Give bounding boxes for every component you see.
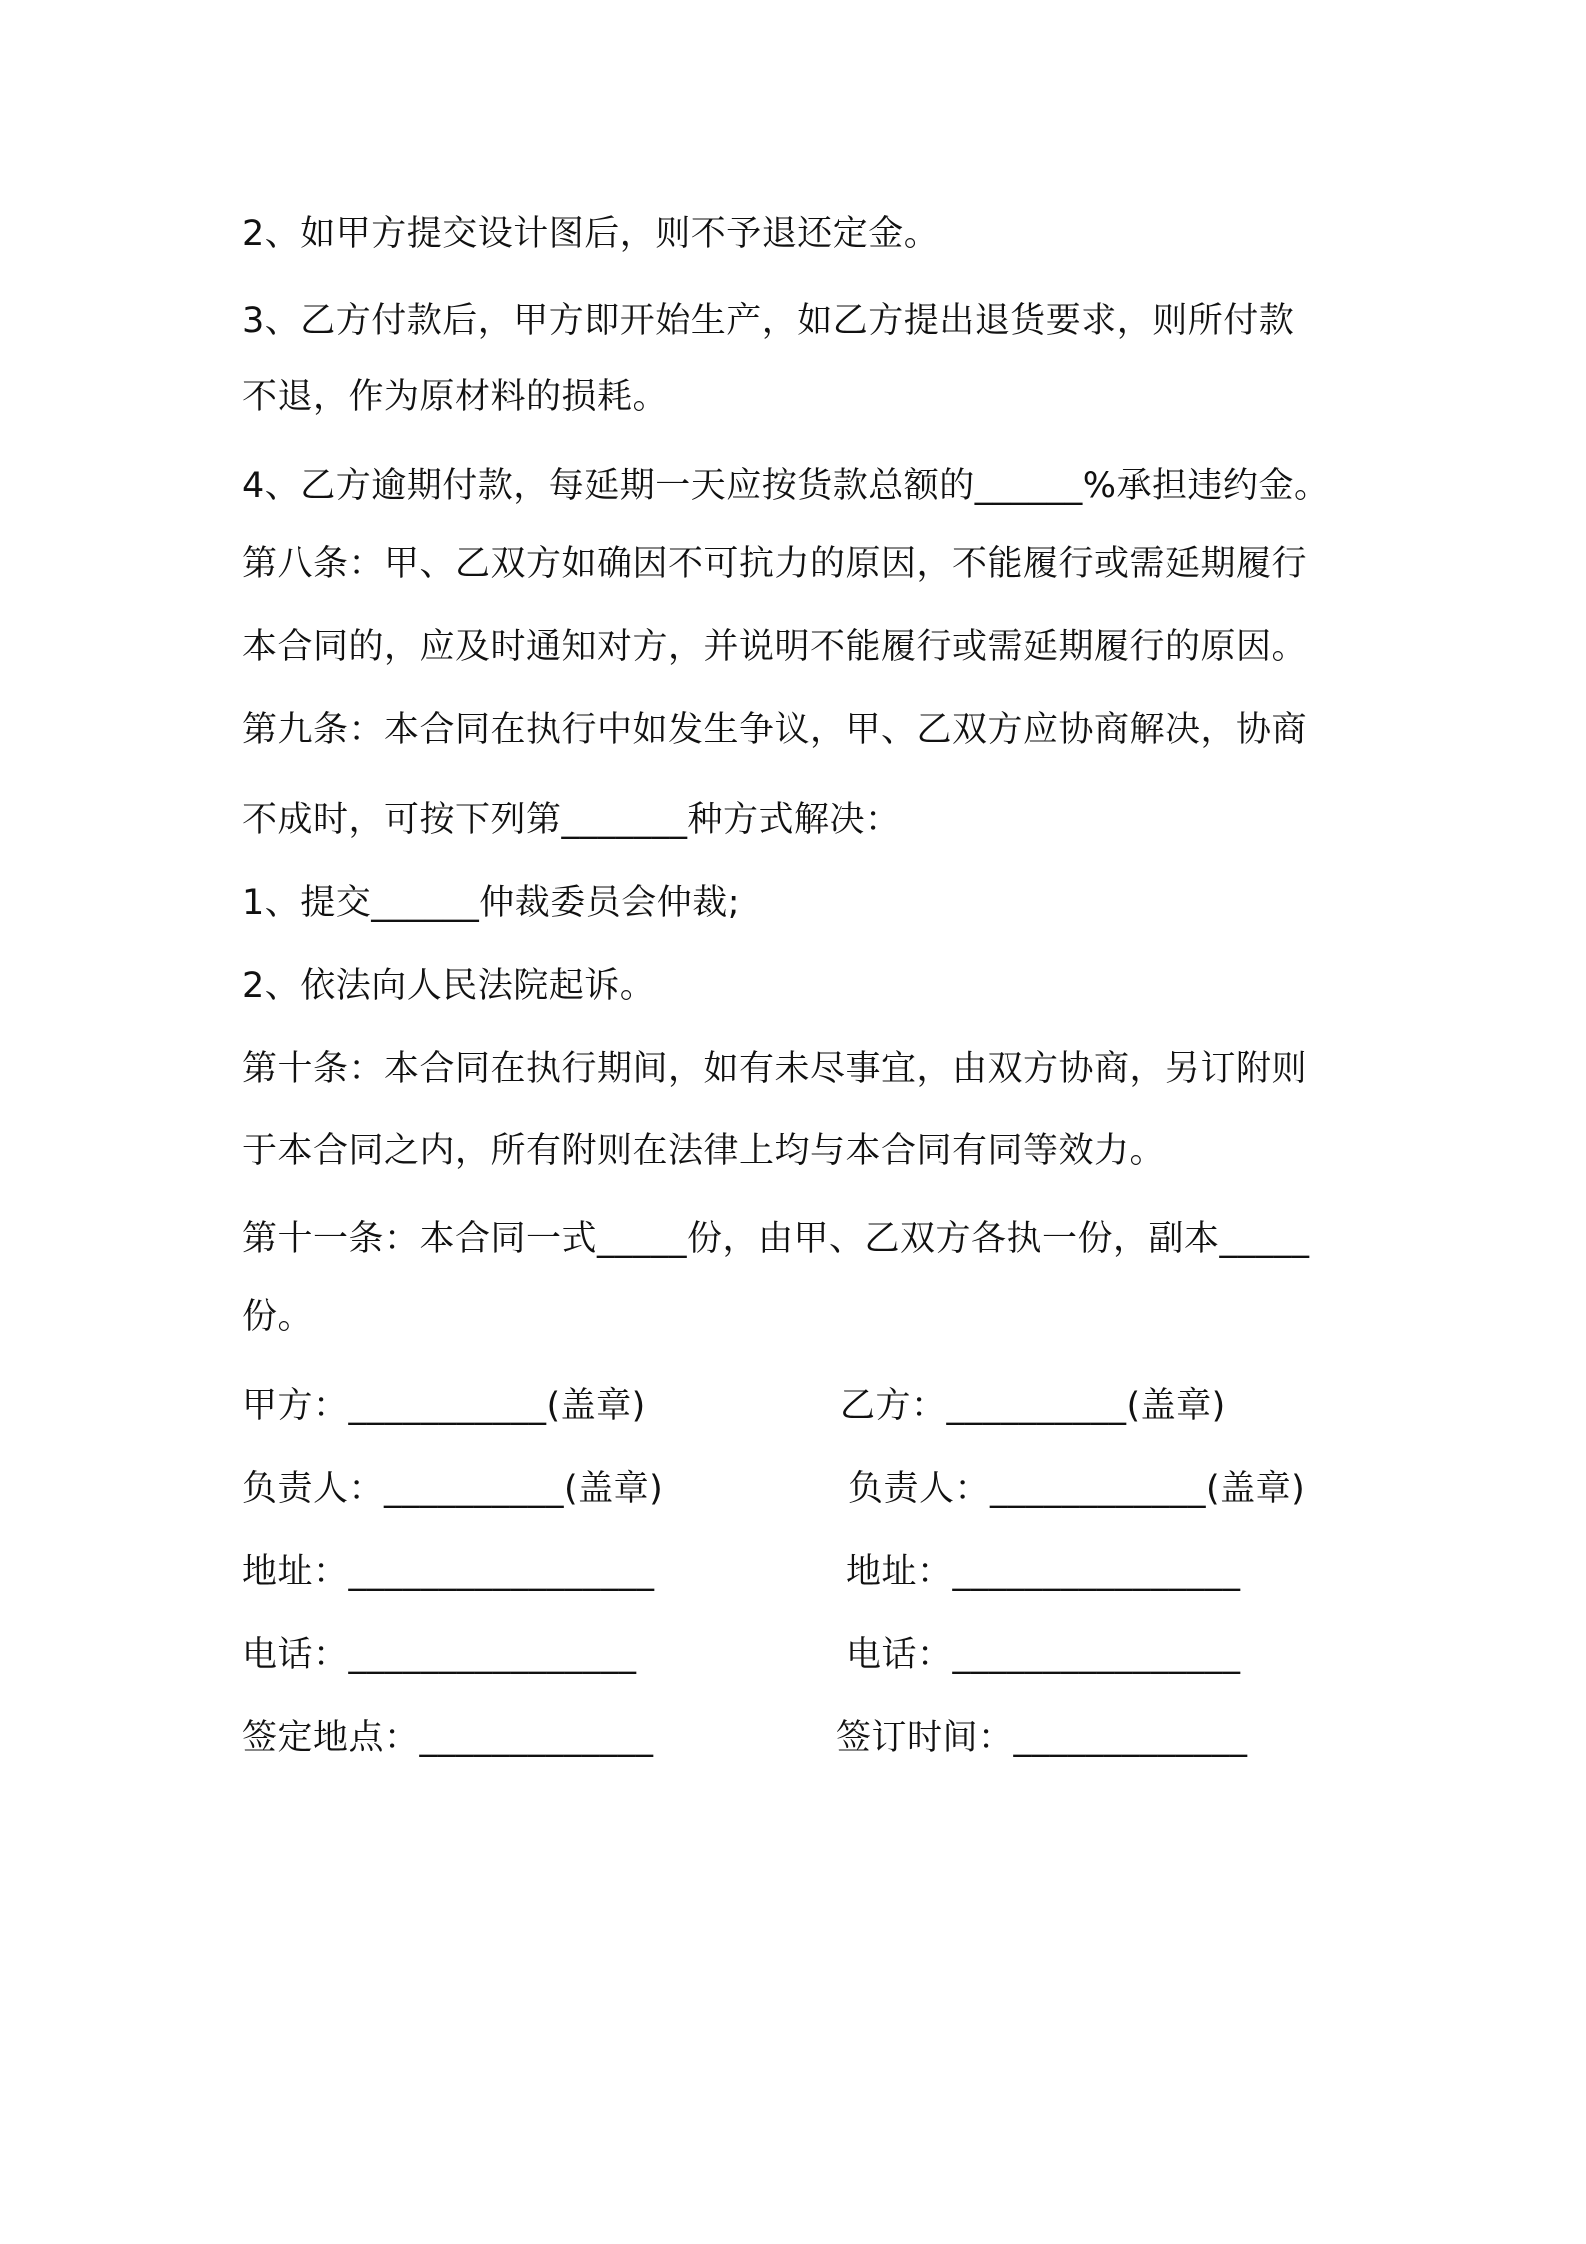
signature-party-b-phone: 电话：________________ <box>846 1635 1241 1675</box>
article-8-line-1: 第八条：甲、乙双方如确因不可抗力的原因，不能履行或需延期履行 <box>242 544 1308 584</box>
clause-2-deposit: 2、如甲方提交设计图后，则不予退还定金。 <box>242 214 940 254</box>
signature-signing-place: 签定地点：_____________ <box>242 1718 654 1758</box>
article-9-line-1: 第九条：本合同在执行中如发生争议，甲、乙双方应协商解决，协商 <box>242 710 1308 750</box>
clause-3-line-2: 不退，作为原材料的损耗。 <box>242 377 669 417</box>
article-11-line-1: 第十一条：本合同一式_____份，由甲、乙双方各执一份，副本_____ <box>242 1219 1310 1259</box>
clause-3-line-1: 3、乙方付款后，甲方即开始生产，如乙方提出退货要求，则所付款 <box>242 301 1295 341</box>
signature-party-b-address: 地址：________________ <box>846 1552 1241 1592</box>
dispute-option-1: 1、提交______仲裁委员会仲裁; <box>242 883 741 923</box>
signature-party-a: 甲方：___________(盖章) <box>242 1386 646 1426</box>
dispute-option-2: 2、依法向人民法院起诉。 <box>242 966 656 1006</box>
signature-signing-time: 签订时间：_____________ <box>836 1718 1248 1758</box>
article-8-line-2: 本合同的，应及时通知对方，并说明不能履行或需延期履行的原因。 <box>242 627 1308 667</box>
article-10-line-2: 于本合同之内，所有附则在法律上均与本合同有同等效力。 <box>242 1131 1166 1171</box>
article-11-line-2: 份。 <box>242 1297 314 1337</box>
signature-party-b: 乙方：__________(盖章) <box>840 1386 1226 1426</box>
signature-party-a-address: 地址：_________________ <box>242 1552 655 1592</box>
article-9-line-2: 不成时，可按下列第_______种方式解决： <box>242 800 901 840</box>
signature-party-b-responsible: 负责人：____________(盖章) <box>848 1469 1306 1509</box>
article-10-line-1: 第十条：本合同在执行期间，如有未尽事宜，由双方协商，另订附则 <box>242 1049 1308 1089</box>
signature-party-a-phone: 电话：________________ <box>242 1635 637 1675</box>
signature-party-a-responsible: 负责人：__________(盖章) <box>242 1469 664 1509</box>
clause-4-late-payment: 4、乙方逾期付款，每延期一天应按货款总额的______%承担违约金。 <box>242 466 1330 506</box>
